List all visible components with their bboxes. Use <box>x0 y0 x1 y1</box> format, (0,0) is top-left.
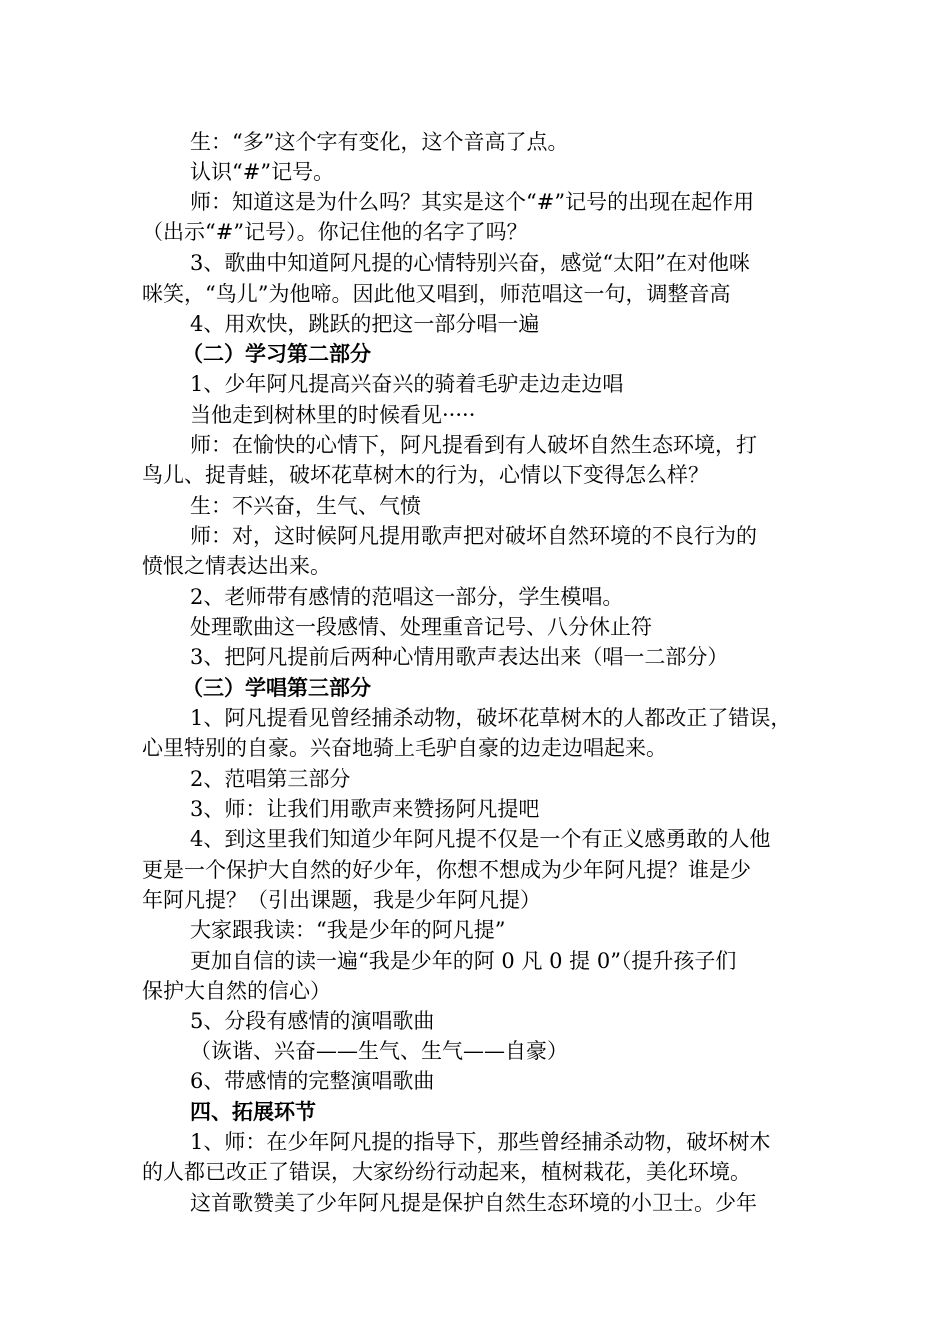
text-line: 3、把阿凡提前后两种心情用歌声表达出来（唱一二部分） <box>190 645 729 669</box>
text-line: 的人都已改正了错误，大家纷纷行动起来，植树栽花，美化环境。 <box>142 1160 751 1184</box>
text-line: 1、阿凡提看见曾经捕杀动物，破坏花草树木的人都改正了错误， <box>190 706 792 730</box>
text-line: 生：“多”这个字有变化，这个音高了点。 <box>190 130 569 154</box>
text-line: 师：在愉快的心情下，阿凡提看到有人破坏自然生态环境，打 <box>190 433 757 457</box>
text-line: （诙谐、兴奋——生气、生气——自豪） <box>190 1039 568 1063</box>
text-line: 鸟儿、捉青蛙，破坏花草树木的行为，心情以下变得怎么样？ <box>142 463 709 487</box>
text-line: 愤恨之情表达出来。 <box>142 554 331 578</box>
text-line: 更加自信的读一遍“我是少年的阿 0 凡 0 提 0”（提升孩子们 <box>190 949 737 973</box>
text-line: 5、分段有感情的演唱歌曲 <box>190 1009 435 1033</box>
text-line: 6、带感情的完整演唱歌曲 <box>190 1069 435 1093</box>
text-line: 年阿凡提？（引出课题，我是少年阿凡提） <box>142 888 541 912</box>
text-line: 2、老师带有感情的范唱这一部分，学生模唱。 <box>190 585 624 609</box>
text-line: 师：对，这时候阿凡提用歌声把对破坏自然环境的不良行为的 <box>190 524 757 548</box>
text-line: （出示“#”记号）。你记住他的名字了吗？ <box>142 220 528 244</box>
text-line: 3、师：让我们用歌声来赞扬阿凡提吧 <box>190 797 540 821</box>
text-line: 咪笑，“鸟儿”为他啼。因此他又唱到，师范唱这一句，调整音高 <box>142 282 731 306</box>
text-line: 当他走到树林里的时候看见····· <box>190 403 476 427</box>
text-line: 生：不兴奋，生气、气愤 <box>190 494 421 518</box>
text-line: 心里特别的自豪。兴奋地骑上毛驴自豪的边走边唱起来。 <box>142 736 667 760</box>
section-heading: （三）学唱第三部分 <box>182 676 371 700</box>
text-line: 3、歌曲中知道阿凡提的心情特别兴奋，感觉“太阳”在对他咪 <box>190 251 750 275</box>
text-line: 4、用欢快，跳跃的把这一部分唱一遍 <box>190 312 540 336</box>
text-line: 认识“#”记号。 <box>190 160 335 184</box>
text-line: 1、师：在少年阿凡提的指导下，那些曾经捕杀动物，破坏树木 <box>190 1130 771 1154</box>
text-line: 更是一个保护大自然的好少年，你想不想成为少年阿凡提？谁是少 <box>142 858 751 882</box>
text-line: 师：知道这是为什么吗？其实是这个“#”记号的出现在起作用 <box>190 190 755 214</box>
section-heading: （二）学习第二部分 <box>182 342 371 366</box>
text-line: 大家跟我读：“我是少年的阿凡提” <box>190 918 506 942</box>
text-line: 1、少年阿凡提高兴奋兴的骑着毛驴走边走边唱 <box>190 372 624 396</box>
text-line: 4、到这里我们知道少年阿凡提不仅是一个有正义感勇敢的人他 <box>190 827 771 851</box>
section-heading: 四、拓展环节 <box>190 1100 316 1124</box>
text-line: 处理歌曲这一段感情、处理重音记号、八分休止符 <box>190 615 652 639</box>
text-line: 2、范唱第三部分 <box>190 767 351 791</box>
text-line: 这首歌赞美了少年阿凡提是保护自然生态环境的小卫士。少年 <box>190 1191 757 1215</box>
text-line: 保护大自然的信心） <box>142 979 331 1003</box>
